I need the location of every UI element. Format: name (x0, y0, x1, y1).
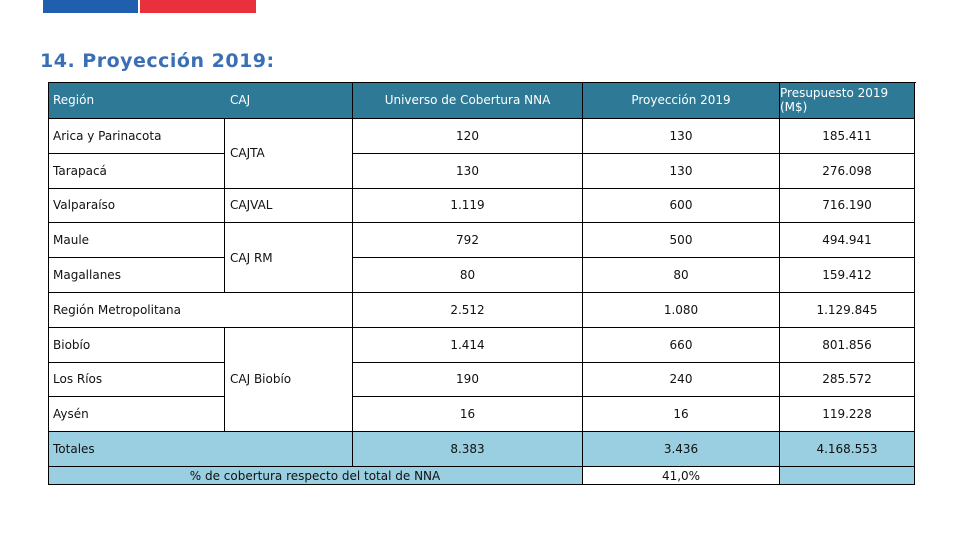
caj-group-cell: CAJ RM (225, 223, 353, 293)
flag-stripe-blue (43, 0, 138, 13)
proyeccion-cell: 660 (583, 328, 780, 363)
header-universo: Universo de Cobertura NNA (353, 82, 583, 119)
universo-cell: 120 (353, 119, 583, 154)
flag-stripe-red (140, 0, 256, 13)
region-cell: Magallanes (48, 258, 225, 293)
region-cell: Biobío (48, 328, 225, 363)
projection-table (48, 82, 916, 484)
region-cell: Aysén (48, 397, 225, 432)
universo-cell: 80 (353, 258, 583, 293)
header-caj: CAJ (225, 82, 353, 119)
caj-group-cell: CAJVAL (225, 189, 353, 224)
totals-universo: 8.383 (353, 432, 583, 467)
proyeccion-cell: 1.080 (583, 293, 780, 328)
proyeccion-cell: 130 (583, 119, 780, 154)
proyeccion-cell: 130 (583, 154, 780, 189)
proyeccion-cell: 16 (583, 397, 780, 432)
presupuesto-cell: 285.572 (780, 363, 915, 398)
page-title: 14. Proyección 2019: (40, 50, 275, 72)
totals-presupuesto: 4.168.553 (780, 432, 915, 467)
universo-cell: 1.119 (353, 189, 583, 224)
totals-label: Totales (48, 432, 353, 467)
coverage-label: % de cobertura respecto del total de NNA (48, 467, 583, 485)
universo-cell: 1.414 (353, 328, 583, 363)
presupuesto-cell: 119.228 (780, 397, 915, 432)
region-cell: Valparaíso (48, 189, 225, 224)
region-cell: Maule (48, 223, 225, 258)
region-cell: Tarapacá (48, 154, 225, 189)
presupuesto-cell: 716.190 (780, 189, 915, 224)
universo-cell: 2.512 (353, 293, 583, 328)
coverage-value: 41,0% (583, 467, 780, 485)
proyeccion-cell: 600 (583, 189, 780, 224)
region-cell: Región Metropolitana (48, 293, 353, 328)
presupuesto-cell: 801.856 (780, 328, 915, 363)
coverage-empty-cell (780, 467, 915, 485)
universo-cell: 16 (353, 397, 583, 432)
caj-group-cell: CAJ Biobío (225, 328, 353, 432)
header-proyeccion: Proyección 2019 (583, 82, 780, 119)
caj-group-cell: CAJTA (225, 119, 353, 189)
presupuesto-cell: 159.412 (780, 258, 915, 293)
presupuesto-cell: 276.098 (780, 154, 915, 189)
header-presupuesto: Presupuesto 2019 (M$) (780, 82, 915, 119)
universo-cell: 130 (353, 154, 583, 189)
proyeccion-cell: 80 (583, 258, 780, 293)
region-cell: Los Ríos (48, 363, 225, 398)
proyeccion-cell: 500 (583, 223, 780, 258)
universo-cell: 792 (353, 223, 583, 258)
presupuesto-cell: 494.941 (780, 223, 915, 258)
presupuesto-cell: 1.129.845 (780, 293, 915, 328)
header-region: Región (48, 82, 225, 119)
proyeccion-cell: 240 (583, 363, 780, 398)
region-cell: Arica y Parinacota (48, 119, 225, 154)
presupuesto-cell: 185.411 (780, 119, 915, 154)
totals-proyeccion: 3.436 (583, 432, 780, 467)
universo-cell: 190 (353, 363, 583, 398)
